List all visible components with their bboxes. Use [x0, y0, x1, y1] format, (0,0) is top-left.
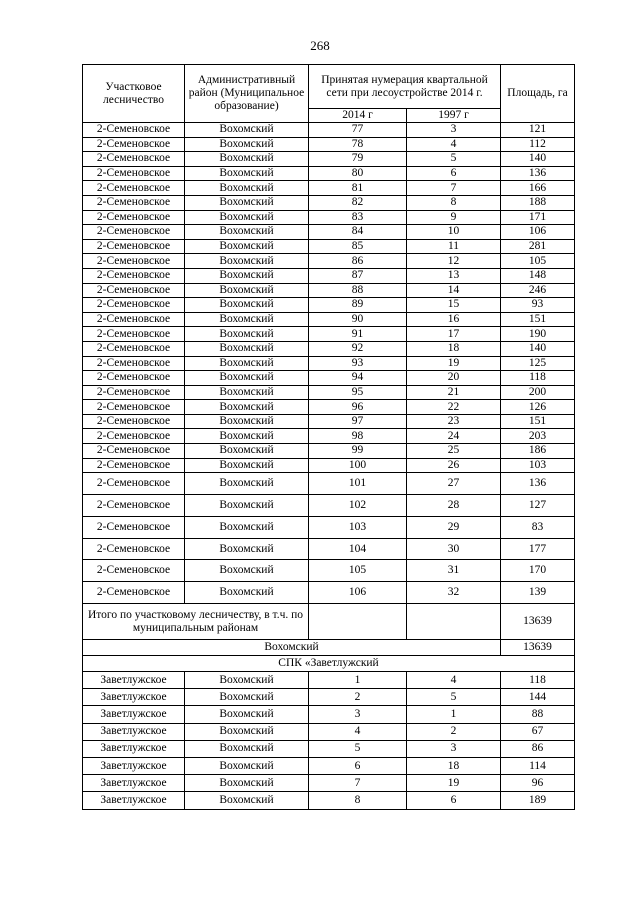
cell-area: 105	[501, 254, 575, 269]
table-row	[83, 560, 575, 582]
table-row	[83, 429, 575, 444]
cell-area: 93	[501, 298, 575, 313]
cell-n2014: 100	[309, 458, 407, 473]
cell-district: Вохомский	[185, 458, 309, 473]
cell-n2014: 78	[309, 137, 407, 152]
cell-forestry: 2-Семеновское	[83, 137, 185, 152]
cell-forestry: 2-Семеновское	[83, 400, 185, 415]
cell-n2014: 80	[309, 166, 407, 181]
cell-district: Вохомский	[185, 429, 309, 444]
total-row	[83, 604, 575, 640]
cell-forestry: 2-Семеновское	[83, 166, 185, 181]
cell-district: Вохомский	[185, 757, 309, 774]
cell-area: 83	[501, 516, 575, 538]
cell-forestry: 2-Семеновское	[83, 283, 185, 298]
cell-n2014: 86	[309, 254, 407, 269]
cell-n2014: 7	[309, 775, 407, 792]
cell-area: 118	[501, 371, 575, 386]
cell-area: 125	[501, 356, 575, 371]
table-row	[83, 444, 575, 459]
cell-forestry: 2-Семеновское	[83, 582, 185, 604]
table-row	[83, 225, 575, 240]
cell-district: Вохомский	[185, 495, 309, 517]
cell-district: Вохомский	[185, 792, 309, 809]
cell-n1997: 31	[407, 560, 501, 582]
cell-n1997: 16	[407, 312, 501, 327]
cell-n1997: 6	[407, 792, 501, 809]
table-row	[83, 385, 575, 400]
cell-area: 127	[501, 495, 575, 517]
cell-district: Вохомский	[185, 560, 309, 582]
page-number: 268	[310, 38, 330, 53]
cell-forestry: 2-Семеновское	[83, 473, 185, 495]
cell-district: Вохомский	[185, 181, 309, 196]
cell-area: 140	[501, 341, 575, 356]
table-row	[83, 123, 575, 138]
cell-n1997: 32	[407, 582, 501, 604]
cell-district: Вохомский	[185, 672, 309, 689]
cell-area: 114	[501, 757, 575, 774]
cell-area: 86	[501, 740, 575, 757]
cell-n1997: 20	[407, 371, 501, 386]
cell-area: 203	[501, 429, 575, 444]
cell-forestry: 2-Семеновское	[83, 327, 185, 342]
cell-area: 112	[501, 137, 575, 152]
cell-area: 140	[501, 152, 575, 167]
cell-n1997: 12	[407, 254, 501, 269]
cell-n1997: 2	[407, 723, 501, 740]
total-empty-1997	[407, 604, 501, 640]
table-row	[83, 740, 575, 757]
header-area: Площадь, га	[501, 65, 575, 123]
table-row	[83, 254, 575, 269]
cell-n2014: 1	[309, 672, 407, 689]
total-area: 13639	[501, 604, 575, 640]
cell-area: 106	[501, 225, 575, 240]
cell-n2014: 3	[309, 706, 407, 723]
cell-n2014: 2	[309, 689, 407, 706]
cell-n1997: 5	[407, 152, 501, 167]
cell-n2014: 99	[309, 444, 407, 459]
cell-n2014: 84	[309, 225, 407, 240]
cell-forestry: 2-Семеновское	[83, 312, 185, 327]
cell-area: 136	[501, 473, 575, 495]
cell-n2014: 8	[309, 792, 407, 809]
cell-district: Вохомский	[185, 254, 309, 269]
table-row	[83, 757, 575, 774]
section-row	[83, 656, 575, 672]
table-row	[83, 775, 575, 792]
cell-n2014: 88	[309, 283, 407, 298]
cell-forestry: Заветлужское	[83, 706, 185, 723]
cell-n1997: 18	[407, 341, 501, 356]
cell-forestry: Заветлужское	[83, 757, 185, 774]
district-total-label: Вохомский	[83, 640, 501, 656]
table-row	[83, 414, 575, 429]
cell-n2014: 79	[309, 152, 407, 167]
cell-area: 177	[501, 538, 575, 560]
cell-forestry: 2-Семеновское	[83, 371, 185, 386]
cell-n2014: 83	[309, 210, 407, 225]
cell-n1997: 19	[407, 775, 501, 792]
cell-district: Вохомский	[185, 473, 309, 495]
cell-district: Вохомский	[185, 152, 309, 167]
cell-n2014: 91	[309, 327, 407, 342]
header-1997: 1997 г	[407, 109, 501, 123]
table-row	[83, 137, 575, 152]
cell-n2014: 82	[309, 195, 407, 210]
cell-n1997: 30	[407, 538, 501, 560]
forest-quarters-table	[82, 64, 575, 810]
cell-n1997: 4	[407, 137, 501, 152]
cell-forestry: 2-Семеновское	[83, 560, 185, 582]
cell-forestry: 2-Семеновское	[83, 254, 185, 269]
cell-forestry: Заветлужское	[83, 775, 185, 792]
table-row	[83, 181, 575, 196]
table-row	[83, 723, 575, 740]
cell-n1997: 27	[407, 473, 501, 495]
cell-n1997: 7	[407, 181, 501, 196]
section-title: СПК «Заветлужский	[83, 656, 575, 672]
table-row	[83, 298, 575, 313]
cell-area: 118	[501, 672, 575, 689]
table-row	[83, 152, 575, 167]
cell-forestry: 2-Семеновское	[83, 458, 185, 473]
table-row	[83, 166, 575, 181]
cell-n1997: 18	[407, 757, 501, 774]
cell-forestry: 2-Семеновское	[83, 210, 185, 225]
cell-n2014: 4	[309, 723, 407, 740]
cell-n1997: 28	[407, 495, 501, 517]
cell-district: Вохомский	[185, 123, 309, 138]
cell-forestry: 2-Семеновское	[83, 414, 185, 429]
cell-area: 188	[501, 195, 575, 210]
cell-area: 151	[501, 312, 575, 327]
table-row	[83, 400, 575, 415]
table-row	[83, 356, 575, 371]
cell-n1997: 17	[407, 327, 501, 342]
cell-n2014: 96	[309, 400, 407, 415]
cell-district: Вохомский	[185, 775, 309, 792]
table-row	[83, 239, 575, 254]
cell-n1997: 10	[407, 225, 501, 240]
cell-district: Вохомский	[185, 312, 309, 327]
cell-district: Вохомский	[185, 210, 309, 225]
cell-forestry: 2-Семеновское	[83, 298, 185, 313]
cell-n2014: 89	[309, 298, 407, 313]
cell-n1997: 23	[407, 414, 501, 429]
table-row	[83, 327, 575, 342]
cell-n1997: 1	[407, 706, 501, 723]
cell-area: 139	[501, 582, 575, 604]
total-label: Итого по участковому лесничеству, в т.ч. по муниципальным районам	[83, 604, 309, 640]
table-row	[83, 341, 575, 356]
cell-area: 189	[501, 792, 575, 809]
cell-area: 96	[501, 775, 575, 792]
cell-n1997: 5	[407, 689, 501, 706]
table-row	[83, 706, 575, 723]
cell-forestry: 2-Семеновское	[83, 239, 185, 254]
cell-area: 148	[501, 268, 575, 283]
cell-district: Вохомский	[185, 371, 309, 386]
table-row	[83, 538, 575, 560]
table-row	[83, 312, 575, 327]
cell-area: 126	[501, 400, 575, 415]
cell-n1997: 14	[407, 283, 501, 298]
cell-area: 103	[501, 458, 575, 473]
cell-district: Вохомский	[185, 239, 309, 254]
cell-area: 121	[501, 123, 575, 138]
cell-n1997: 3	[407, 123, 501, 138]
cell-n2014: 92	[309, 341, 407, 356]
cell-n2014: 94	[309, 371, 407, 386]
cell-forestry: 2-Семеновское	[83, 429, 185, 444]
cell-n2014: 106	[309, 582, 407, 604]
cell-district: Вохомский	[185, 689, 309, 706]
table-row	[83, 283, 575, 298]
cell-n1997: 13	[407, 268, 501, 283]
cell-district: Вохомский	[185, 740, 309, 757]
table-row	[83, 195, 575, 210]
cell-area: 190	[501, 327, 575, 342]
cell-forestry: 2-Семеновское	[83, 195, 185, 210]
cell-n1997: 3	[407, 740, 501, 757]
cell-n2014: 90	[309, 312, 407, 327]
cell-forestry: 2-Семеновское	[83, 181, 185, 196]
cell-district: Вохомский	[185, 516, 309, 538]
cell-area: 171	[501, 210, 575, 225]
table-row	[83, 672, 575, 689]
cell-n1997: 19	[407, 356, 501, 371]
cell-n2014: 102	[309, 495, 407, 517]
cell-n1997: 22	[407, 400, 501, 415]
cell-n2014: 93	[309, 356, 407, 371]
cell-district: Вохомский	[185, 225, 309, 240]
cell-district: Вохомский	[185, 356, 309, 371]
cell-n1997: 29	[407, 516, 501, 538]
cell-n2014: 87	[309, 268, 407, 283]
cell-n2014: 95	[309, 385, 407, 400]
cell-n2014: 85	[309, 239, 407, 254]
cell-area: 88	[501, 706, 575, 723]
cell-area: 151	[501, 414, 575, 429]
cell-area: 246	[501, 283, 575, 298]
cell-forestry: 2-Семеновское	[83, 538, 185, 560]
cell-n2014: 5	[309, 740, 407, 757]
cell-forestry: Заветлужское	[83, 672, 185, 689]
cell-forestry: Заветлужское	[83, 792, 185, 809]
cell-forestry: 2-Семеновское	[83, 152, 185, 167]
table-row	[83, 792, 575, 809]
cell-district: Вохомский	[185, 341, 309, 356]
cell-district: Вохомский	[185, 268, 309, 283]
cell-district: Вохомский	[185, 195, 309, 210]
district-total-row	[83, 640, 575, 656]
cell-area: 200	[501, 385, 575, 400]
cell-forestry: Заветлужское	[83, 723, 185, 740]
table-row	[83, 473, 575, 495]
cell-n1997: 26	[407, 458, 501, 473]
cell-district: Вохомский	[185, 166, 309, 181]
cell-n1997: 24	[407, 429, 501, 444]
cell-n2014: 105	[309, 560, 407, 582]
cell-n2014: 101	[309, 473, 407, 495]
header-forestry: Участковое лесничество	[83, 65, 185, 123]
table-row	[83, 458, 575, 473]
cell-forestry: 2-Семеновское	[83, 268, 185, 283]
cell-n2014: 6	[309, 757, 407, 774]
cell-area: 281	[501, 239, 575, 254]
header-numbering: Принятая нумерация квартальной сети при лесоустройстве 2014 г.	[309, 65, 501, 109]
cell-district: Вохомский	[185, 538, 309, 560]
total-empty-2014	[309, 604, 407, 640]
cell-forestry: 2-Семеновское	[83, 516, 185, 538]
cell-area: 170	[501, 560, 575, 582]
table-row	[83, 689, 575, 706]
cell-forestry: 2-Семеновское	[83, 123, 185, 138]
cell-district: Вохомский	[185, 137, 309, 152]
district-total-area: 13639	[501, 640, 575, 656]
cell-district: Вохомский	[185, 414, 309, 429]
cell-forestry: 2-Семеновское	[83, 356, 185, 371]
cell-forestry: 2-Семеновское	[83, 444, 185, 459]
table-body	[83, 123, 575, 810]
cell-area: 186	[501, 444, 575, 459]
cell-district: Вохомский	[185, 298, 309, 313]
cell-n1997: 21	[407, 385, 501, 400]
cell-forestry: 2-Семеновское	[83, 495, 185, 517]
cell-district: Вохомский	[185, 385, 309, 400]
cell-forestry: Заветлужское	[83, 740, 185, 757]
cell-forestry: 2-Семеновское	[83, 225, 185, 240]
cell-n1997: 6	[407, 166, 501, 181]
cell-n2014: 77	[309, 123, 407, 138]
header-2014: 2014 г	[309, 109, 407, 123]
cell-area: 166	[501, 181, 575, 196]
cell-n2014: 97	[309, 414, 407, 429]
cell-n1997: 25	[407, 444, 501, 459]
cell-n1997: 15	[407, 298, 501, 313]
cell-n1997: 9	[407, 210, 501, 225]
cell-district: Вохомский	[185, 582, 309, 604]
cell-area: 136	[501, 166, 575, 181]
table-row	[83, 210, 575, 225]
cell-district: Вохомский	[185, 400, 309, 415]
cell-n2014: 103	[309, 516, 407, 538]
cell-district: Вохомский	[185, 283, 309, 298]
cell-district: Вохомский	[185, 444, 309, 459]
table-row	[83, 495, 575, 517]
cell-forestry: 2-Семеновское	[83, 341, 185, 356]
cell-district: Вохомский	[185, 723, 309, 740]
cell-n1997: 11	[407, 239, 501, 254]
cell-forestry: 2-Семеновское	[83, 385, 185, 400]
cell-n2014: 98	[309, 429, 407, 444]
cell-n1997: 4	[407, 672, 501, 689]
cell-district: Вохомский	[185, 327, 309, 342]
cell-forestry: Заветлужское	[83, 689, 185, 706]
cell-district: Вохомский	[185, 706, 309, 723]
table-row	[83, 516, 575, 538]
cell-area: 144	[501, 689, 575, 706]
table-row	[83, 371, 575, 386]
cell-n1997: 8	[407, 195, 501, 210]
header-district: Административный район (Муниципальное образование)	[185, 65, 309, 123]
table-row	[83, 582, 575, 604]
cell-area: 67	[501, 723, 575, 740]
cell-n2014: 104	[309, 538, 407, 560]
cell-n2014: 81	[309, 181, 407, 196]
table-row	[83, 268, 575, 283]
